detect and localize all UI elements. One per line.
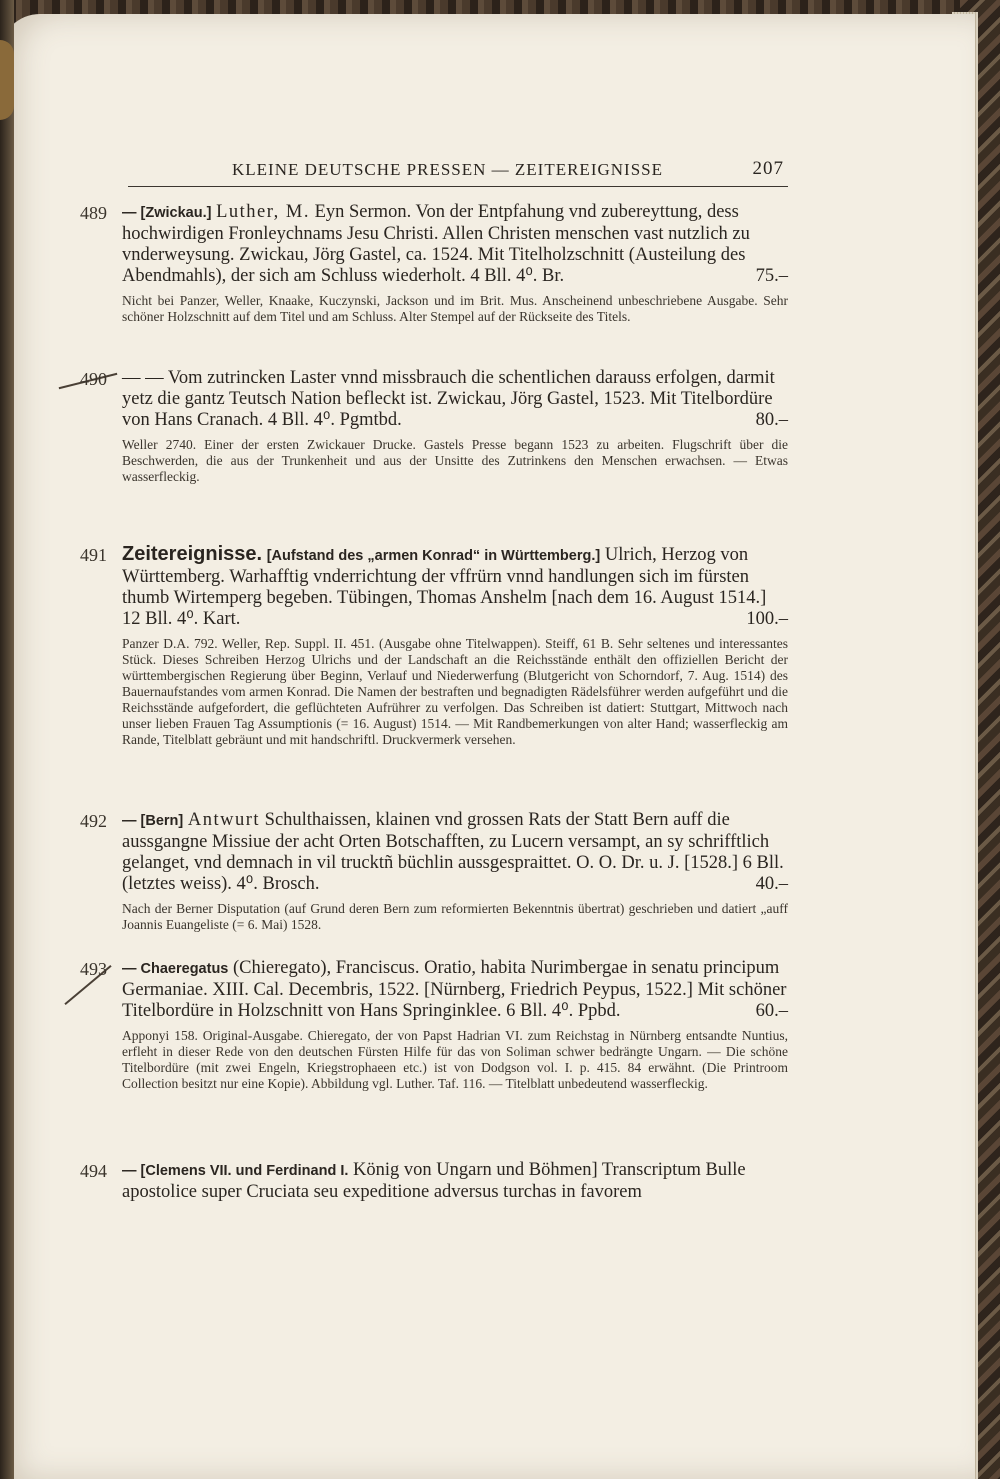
entry-lead: — Chaeregatus (122, 961, 229, 977)
entry-author: Luther, M. (216, 202, 310, 222)
entry-text: Ulrich, Herzog von Württemberg. Warhafftig vnderrichtung der vffrürn vnnd handlungen sich im fürsten thumb Wirtemperg begeben. Tübingen, Thomas Anshelm [nach dem 16. August 1514.] 12 Bll. 4⁰. Kart. (122, 545, 767, 629)
entry-number: 489 (80, 203, 107, 223)
entry-lead: — [Clemens VII. und Ferdinand I. (122, 1163, 349, 1179)
entry-price: 80.– (755, 410, 788, 430)
entry-author: Antwurt (187, 810, 261, 830)
entry-note: Apponyi 158. Original-Ausgabe. Chieregato, der von Papst Hadrian VI. zum Reichstag in Nürnberg entsandte Nuntius, erfleht in dieser Rede von den deutschen Fürsten Hilfe für das von Soliman schwer bedrängte Ungarn. — Die schöne Titelbordüre (mit zwei Engeln, Kriegstrophaeen etc.) ist von Dodgson vol. I. p. 415. 84 erwähnt. (Die Printroom Collection besitzt nur eine Kopie). Abbildung vgl. Luther. Taf. 116. — Titelblatt unbedeutend wasserfleckig. (122, 1028, 788, 1091)
entry-price: 100.– (746, 609, 788, 629)
entry-price: 75.– (755, 266, 788, 286)
entry-price: 60.– (755, 1001, 788, 1021)
catalog-entry (80, 368, 788, 538)
entry-lead: Zeitereignisse. (122, 543, 263, 565)
entry-note: Weller 2740. Einer der ersten Zwickauer Drucke. Gastels Presse begann 1523 zu arbeiten. Flugschrift über die Beschwerden, die aus der Trunkenheit und aus der Unsitte des Zutrinkens den Menschen erwachsen. — Etwas wasserfleckig. (122, 437, 788, 484)
entry-body (122, 202, 788, 287)
catalog-entries (80, 202, 788, 1203)
entry-body (122, 810, 788, 895)
entry-note: Nicht bei Panzer, Weller, Knaake, Kuczynski, Jackson und im Brit. Mus. Anscheinend unbeschriebene Ausgabe. Sehr schöner Holzschnitt auf dem Titel und am Schluss. Alter Stempel auf der Rückseite des Titels. (122, 293, 788, 324)
running-header (128, 160, 788, 187)
entry-body (122, 958, 788, 1022)
entry-author: [Aufstand des „armen Konrad“ in Württemberg.] (266, 548, 601, 564)
entry-note: Panzer D.A. 792. Weller, Rep. Suppl. II. 451. (Ausgabe ohne Titelwappen). Steiff, 61 B. Sehr seltenes und interessantes Stück. Dieses Schreiben Herzog Ulrichs und der Landschaft an die Reichsstände enthält den offiziellen Bericht der württembergischen Regierung über Beginn, Verlauf und Niederwerfung (Blutgericht von Schorndorf, 7. Aug. 1514) des Bauernaufstandes vom armen Konrad. Die Namen der bestraften und begnadigten Rädelsführer werden aufgeführt und die Reichsstände aufgefordert, die geflüchteten Aufrührer zu verfolgen. Das Schreiben ist datiert: Stuttgart, Mittwoch nach unser lieben Frauen Tag Assumptionis (= 16. August) 1514. — Mit Randbemerkungen von alter Hand; wasserfleckig am Rande, Titelblatt gebräunt und mit handschriftl. Druckvermerk versehen. (122, 636, 788, 747)
entry-body (122, 544, 788, 630)
entry-text: (Chieregato), Franciscus. Oratio, habita Nurimbergae in senatu principum Germaniae. XIII. Cal. Decembris, 1522. [Nürnberg, Friedrich Peypus, 1522.] Mit schöner Titelbordüre in Holzschnitt von Hans Springinklee. 6 Bll. 4⁰. Ppbd. (122, 958, 787, 1021)
header-title: KLEINE DEUTSCHE PRESSEN — ZEITEREIGNISSE (232, 160, 663, 179)
book-spine-left (0, 0, 14, 1479)
catalog-entry (80, 544, 788, 802)
entry-lead: — — (122, 368, 164, 388)
entry-text: Vom zutrincken Laster vnnd missbrauch die schentlichen darauss erfolgen, darmit yetz die gantz Teutsch Nation befleckt ist. Zwickau, Jörg Gastel, 1523. Mit Titelbordüre von Hans Cranach. 4 Bll. 4⁰. Pgmtbd. (122, 368, 775, 430)
entry-text: König von Ungarn und Böhmen] Transcriptum Bulle apostolice super Cruciata seu expeditione adversus turchas in favorem (122, 1160, 746, 1202)
entry-number: 492 (80, 811, 107, 831)
entry-number: 491 (80, 545, 107, 565)
entry-text: Eyn Sermon. Von der Entpfahung vnd zubereyttung, dess hochwirdigen Fronleychnams Jesu Christi. Allen Christen menschen vast nutzlich zu vnderweysung. Zwickau, Jörg Gastel, ca. 1524. Mit Titelholzschnitt (Austeilung des Abendmahls), der sich am Schluss wiederholt. 4 Bll. 4⁰. Br. (122, 202, 750, 286)
entry-body (122, 368, 788, 431)
entry-number: 490 (80, 369, 107, 389)
catalog-entry (80, 202, 788, 360)
entry-lead: — [Bern] (122, 813, 184, 829)
entry-price: 40.– (755, 874, 788, 894)
entry-note: Nach der Berner Disputation (auf Grund deren Bern zum reformierten Bekenntnis übertrat) geschrieben und datiert „auff Joannis Euangeliste (= 6. Mai) 1528. (122, 901, 788, 932)
entry-text: Schulthaissen, klainen vnd grossen Rats der Statt Bern auff die aussgangne Missiue der acht Orten Botschafften, zu Lucern versampt, an sy schrifftlich gelanget, vnd demnach in vil trucktñ büchlin aussgespraittet. O. O. Dr. u. J. [1528.] 6 Bll. (letztes weiss). 4⁰. Brosch. (122, 810, 784, 894)
entry-body (122, 1160, 788, 1203)
entry-number: 493 (80, 959, 107, 979)
entry-lead: — [Zwickau.] (122, 205, 212, 221)
catalog-entry (80, 1160, 788, 1203)
catalog-entry (80, 810, 788, 950)
catalog-entry (80, 958, 788, 1154)
page-clip (0, 40, 14, 120)
page-number: 207 (752, 158, 784, 179)
entry-number: 494 (80, 1161, 107, 1181)
